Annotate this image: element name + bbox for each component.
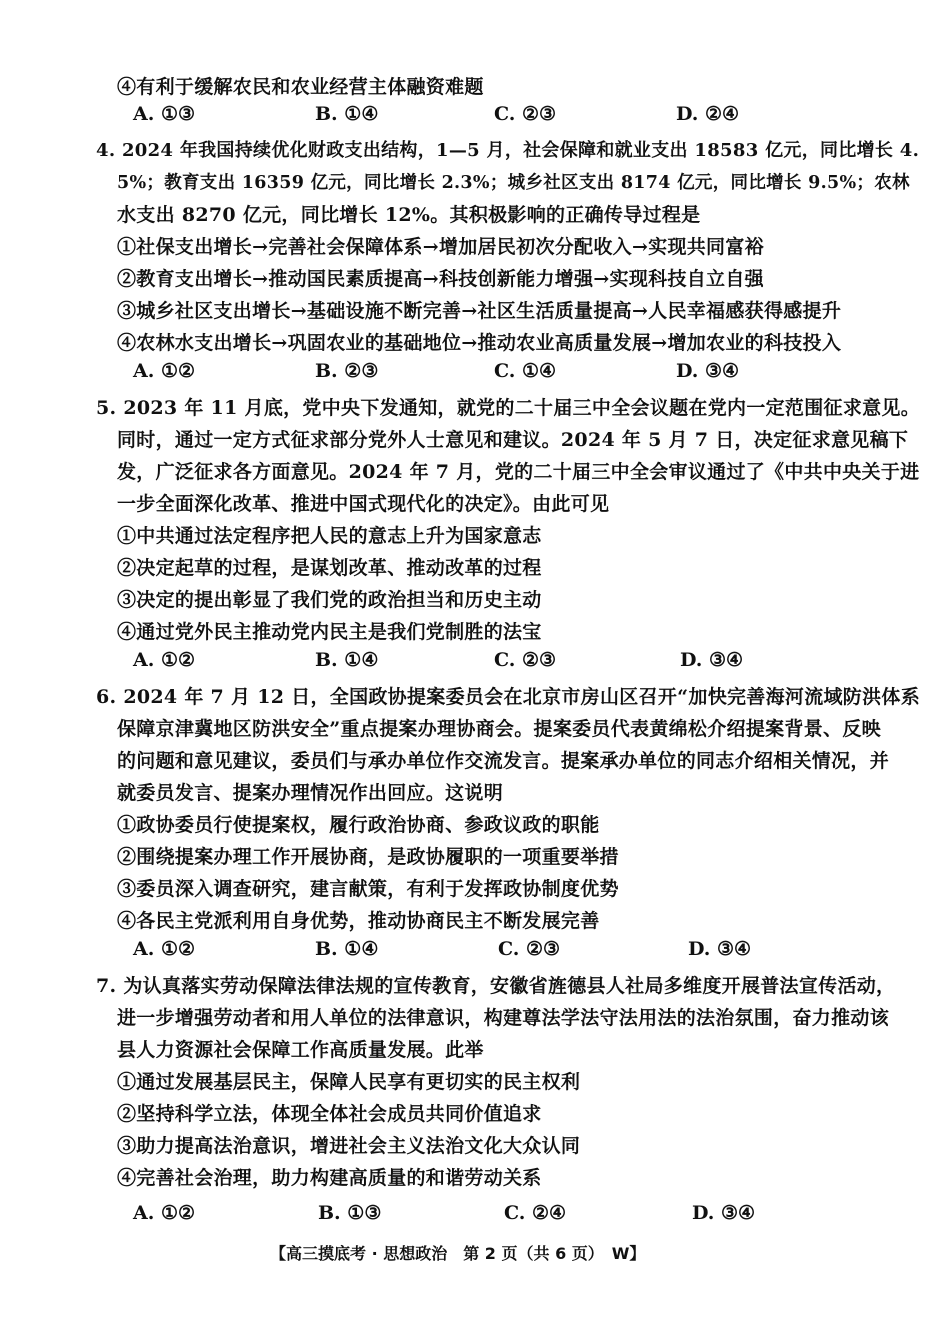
- q4-statement-2: ②教育支出增长→推动国民素质提高→科技创新能力增强→实现科技自立自强: [117, 268, 764, 290]
- page-footer: 【高三摸底考 · 思想政治 第 2 页（共 6 页） W】: [270, 1244, 646, 1263]
- q7-statement-1: ①通过发展基层民主，保障人民享有更切实的民主权利: [117, 1071, 581, 1093]
- q5-option-d: D. ③④: [680, 649, 744, 671]
- q5-statement-1: ①中共通过法定程序把人民的意志上升为国家意志: [117, 525, 542, 547]
- q5-option-c: C. ②③: [494, 649, 557, 671]
- q7-stem-line-3: 县人力资源社会保障工作高质量发展。此举: [117, 1039, 484, 1061]
- q4-statement-4: ④农林水支出增长→巩固农业的基础地位→推动农业高质量发展→增加农业的科技投入: [117, 332, 842, 354]
- q4-option-b: B. ②③: [315, 360, 379, 382]
- q5-stem-line-2: 同时，通过一定方式征求部分党外人士意见和建议。2024 年 5 月 7 日，决定征求意见稿下: [117, 429, 909, 451]
- q4-option-c: C. ①④: [494, 360, 557, 382]
- q6-option-a: A. ①②: [133, 938, 196, 960]
- q7-statement-2: ②坚持科学立法，体现全体社会成员共同价值追求: [117, 1103, 542, 1125]
- q7-statement-3: ③助力提高法治意识，增进社会主义法治文化大众认同: [117, 1135, 581, 1157]
- q4-stem-line-3: 水支出 8270 亿元，同比增长 12%。其积极影响的正确传导过程是: [117, 204, 701, 226]
- q5-option-b: B. ①④: [315, 649, 379, 671]
- q4-statement-1: ①社保支出增长→完善社会保障体系→增加居民初次分配收入→实现共同富裕: [117, 236, 764, 258]
- q7-stem-line-2: 进一步增强劳动者和用人单位的法律意识，构建尊法学法守法用法的法治氛围，奋力推动该: [117, 1007, 890, 1029]
- q7-stem-line-1: 7. 为认真落实劳动保障法律法规的宣传教育，安徽省旌德县人社局多维度开展普法宣传活动，: [96, 975, 896, 997]
- q7-option-c: C. ②④: [504, 1202, 567, 1224]
- q6-stem-line-1: 6. 2024 年 7 月 12 日，全国政协提案委员会在北京市房山区召开“加快完善海河流域防洪体系: [96, 686, 920, 708]
- q3-statement-4: ④有利于缓解农民和农业经营主体融资难题: [117, 76, 484, 98]
- q6-statement-3: ③委员深入调查研究，建言献策，有利于发挥政协制度优势: [117, 878, 619, 900]
- q6-statement-1: ①政协委员行使提案权，履行政治协商、参政议政的职能: [117, 814, 600, 836]
- q4-option-d: D. ③④: [676, 360, 740, 382]
- q7-statement-4: ④完善社会治理，助力构建高质量的和谐劳动关系: [117, 1167, 542, 1189]
- q4-stem-line-1: 4. 2024 年我国持续优化财政支出结构，1—5 月，社会保障和就业支出 18583 亿元，同比增长 4.: [96, 140, 920, 161]
- q3-option-d: D. ②④: [676, 103, 740, 125]
- q3-option-c: C. ②③: [494, 103, 557, 125]
- q4-statement-3: ③城乡社区支出增长→基础设施不断完善→社区生活质量提高→人民幸福感获得感提升: [117, 300, 842, 322]
- q3-option-a: A. ①③: [133, 103, 196, 125]
- q5-statement-3: ③决定的提出彰显了我们党的政治担当和历史主动: [117, 589, 542, 611]
- q6-stem-line-4: 就委员发言、提案办理情况作出回应。这说明: [117, 782, 504, 804]
- q5-statement-2: ②决定起草的过程，是谋划改革、推动改革的过程: [117, 557, 542, 579]
- q4-stem-line-2: 5%；教育支出 16359 亿元，同比增长 2.3%；城乡社区支出 8174 亿元，同比增长 9.5%；农林: [117, 173, 910, 193]
- q5-statement-4: ④通过党外民主推动党内民主是我们党制胜的法宝: [117, 621, 542, 643]
- q6-option-c: C. ②③: [498, 938, 561, 960]
- q7-option-d: D. ③④: [692, 1202, 756, 1224]
- q5-stem-line-1: 5. 2023 年 11 月底，党中央下发通知，就党的二十届三中全会议题在党内一定范围征求意见。: [96, 397, 921, 419]
- q6-stem-line-2: 保障京津冀地区防洪安全”重点提案办理协商会。提案委员代表黄绵松介绍提案背景、反映: [117, 718, 881, 740]
- q3-option-b: B. ①④: [315, 103, 379, 125]
- q5-stem-line-3: 发，广泛征求各方面意见。2024 年 7 月，党的二十届三中全会审议通过了《中共中央关于进: [117, 461, 920, 483]
- q4-option-a: A. ①②: [133, 360, 196, 382]
- q6-statement-4: ④各民主党派利用自身优势，推动协商民主不断发展完善: [117, 910, 600, 932]
- q7-option-b: B. ①③: [318, 1202, 382, 1224]
- q5-option-a: A. ①②: [133, 649, 196, 671]
- q7-option-a: A. ①②: [133, 1202, 196, 1224]
- q6-option-b: B. ①④: [315, 938, 379, 960]
- q6-stem-line-3: 的问题和意见建议，委员们与承办单位作交流发言。提案承办单位的同志介绍相关情况，并: [117, 750, 890, 772]
- q6-option-d: D. ③④: [688, 938, 752, 960]
- q6-statement-2: ②围绕提案办理工作开展协商，是政协履职的一项重要举措: [117, 846, 619, 868]
- q5-stem-line-4: 一步全面深化改革、推进中国式现代化的决定》。由此可见: [117, 493, 610, 515]
